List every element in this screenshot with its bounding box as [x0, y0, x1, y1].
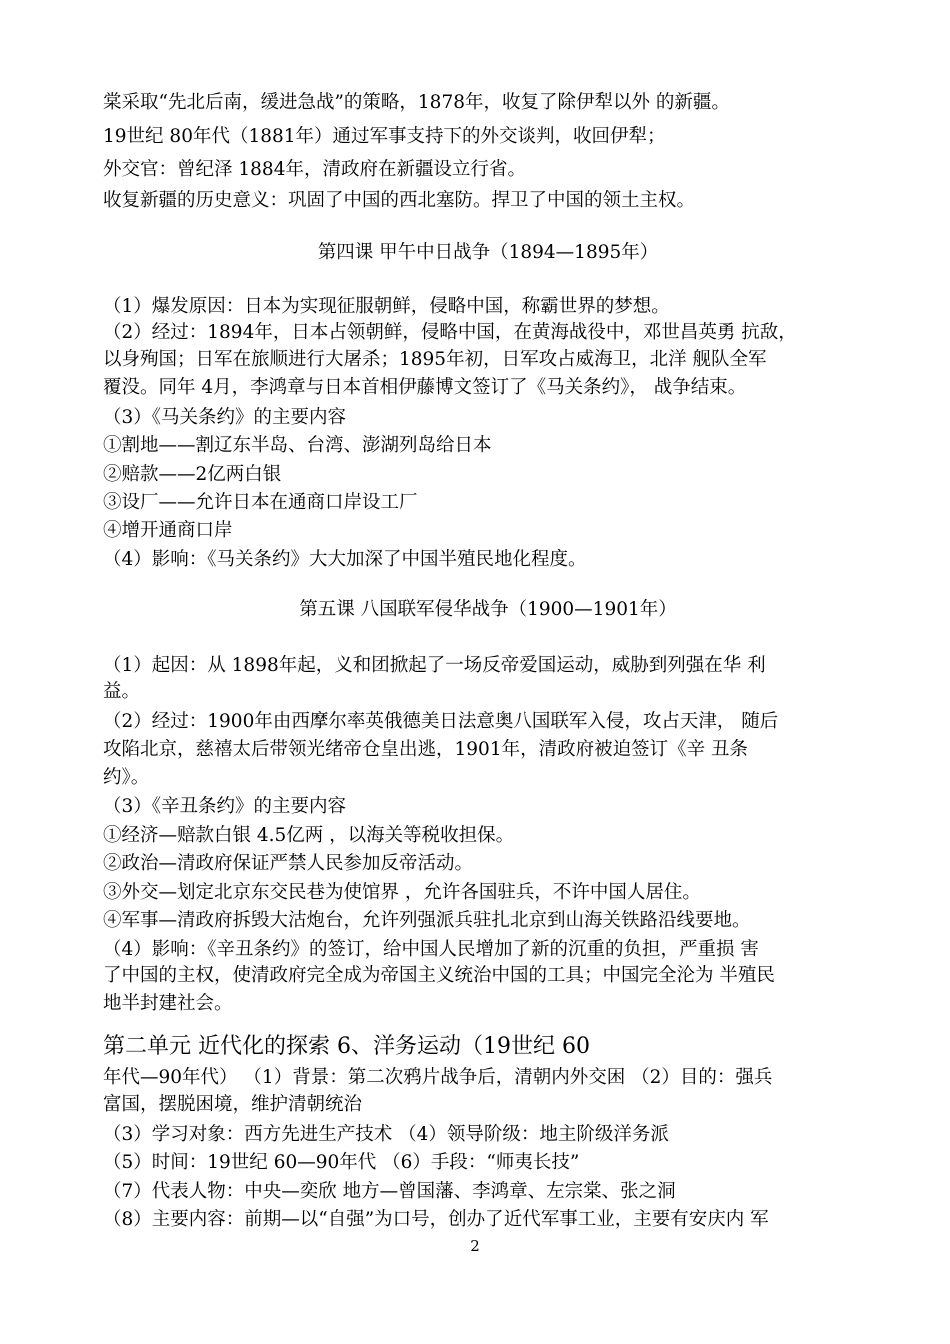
text-line: （3）《马关条约》的主要内容	[103, 407, 347, 428]
text-line: 外交官：曾纪泽 1884年，清政府在新疆设立行省。	[103, 159, 526, 180]
text-line: ②赔款——2亿两白银	[103, 464, 282, 485]
text-line: ①经济—赔款白银 4.5亿两 ，以海关等税收担保。	[103, 825, 515, 846]
lesson-heading: 第五课 八国联军侵华战争（1900—1901年）	[299, 599, 677, 620]
text-line: 地半封建社会。	[103, 993, 233, 1014]
text-line: 富国，摆脱困境，维护清朝统治	[103, 1094, 363, 1115]
text-line: （5）时间：19世纪 60—90年代 （6）手段：“师夷长技”	[103, 1152, 580, 1173]
text-line: （3）学习对象：西方先进生产技术 （4）领导阶级：地主阶级洋务派	[103, 1124, 669, 1145]
text-line: ④军事—清政府拆毁大沽炮台，允许列强派兵驻扎北京到山海关铁路沿线要地。	[103, 910, 751, 931]
text-line: 约》。	[103, 767, 150, 788]
text-line: ③外交—划定北京东交民巷为使馆界 ，允许各国驻兵，不许中国人居住。	[103, 882, 701, 903]
lesson-heading: 第四课 甲午中日战争（1894—1895年）	[317, 242, 659, 263]
text-line: （4）影响：《马关条约》大大加深了中国半殖民地化程度。	[103, 549, 587, 570]
text-line: （4）影响：《辛丑条约》的签订，给中国人民增加了新的沉重的负担，严重损 害	[103, 939, 759, 960]
text-line: 覆没。同年 4月，李鸿章与日本首相伊藤博文签订了《马关条约》， 战争结束。	[103, 377, 747, 398]
text-line: 棠采取“先北后南，缓进急战”的策略，1878年，收复了除伊犁以外 的新疆。	[103, 92, 730, 113]
text-line: 了中国的主权，使清政府完全成为帝国主义统治中国的工具；中国完全沦为 半殖民	[103, 965, 775, 986]
text-line: 19世纪 80年代（1881年）通过军事支持下的外交谈判，收回伊犁；	[103, 126, 666, 147]
text-line: ④增开通商口岸	[103, 520, 233, 541]
unit-heading: 第二单元 近代化的探索 6、洋务运动（19世纪 60	[103, 1034, 590, 1059]
text-line: 益。	[103, 681, 141, 702]
text-line: ③设厂——允许日本在通商口岸设工厂	[103, 492, 418, 513]
text-line: （1）爆发原因：日本为实现征服朝鲜，侵略中国，称霸世界的梦想。	[103, 296, 670, 317]
text-line: 以身殉国；日军在旅顺进行大屠杀；1895年初，日军攻占威海卫，北洋 舰队全军	[103, 349, 767, 370]
text-line: （1）起因：从 1898年起，义和团掀起了一场反帝爱国运动，威胁到列强在华 利	[103, 655, 766, 676]
text-line: （3）《辛丑条约》的主要内容	[103, 796, 347, 817]
page-number: 2	[470, 1237, 480, 1255]
text-line: （7）代表人物：中央—奕欣 地方—曾国藩、李鸿章、左宗棠、张之洞	[103, 1181, 676, 1202]
text-line: 收复新疆的历史意义：巩固了中国的西北塞防。捍卫了中国的领土主权。	[103, 190, 696, 211]
text-line: ①割地——割辽东半岛、台湾、澎湖列岛给日本	[103, 435, 492, 456]
text-line: （8）主要内容：前期—以“自强”为口号，创办了近代军事工业，主要有安庆内 军	[103, 1209, 769, 1230]
text-line: （2）经过：1900年由西摩尔率英俄德美日法意奥八国联军入侵，攻占天津， 随后	[103, 711, 779, 732]
text-line: ②政治—清政府保证严禁人民参加反帝活动。	[103, 853, 474, 874]
text-line: 年代—90年代） （1）背景：第二次鸦片战争后，清朝内外交困 （2）目的：强兵	[103, 1067, 773, 1088]
text-line: 攻陷北京，慈禧太后带领光绪帝仓皇出逃，1901年，清政府被迫签订《辛 丑条	[103, 739, 748, 760]
text-line: （2）经过：1894年，日本占领朝鲜，侵略中国，在黄海战役中，邓世昌英勇 抗敌，	[103, 322, 797, 343]
